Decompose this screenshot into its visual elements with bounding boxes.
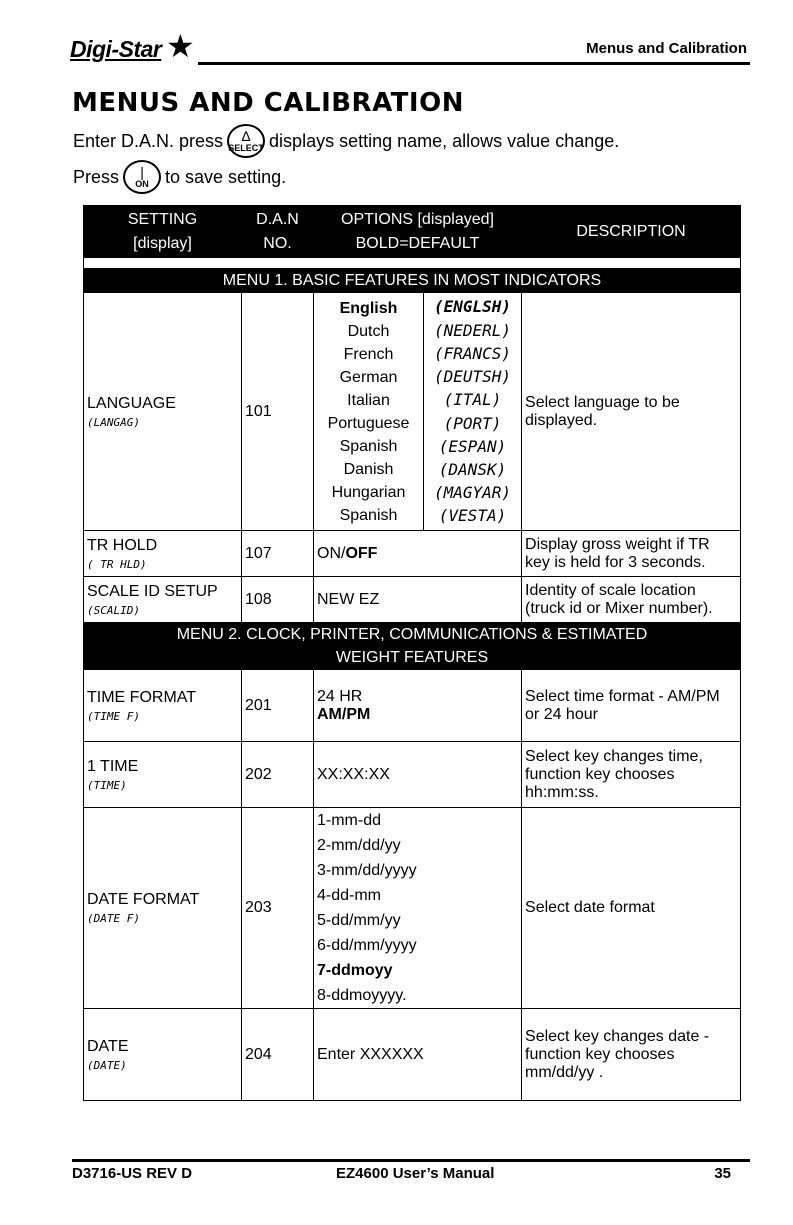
description-cell: Display gross weight if TR key is held for 3 seconds. [522,531,741,577]
table-row-date [84,1009,741,1101]
table-row-scale-id [84,577,741,623]
dan-cell: 201 [242,670,314,742]
table-row-language [84,293,741,531]
intro-text: to save setting. [165,166,287,187]
footer-rule [72,1159,750,1162]
language-options: English Dutch French German Italian Portuguese Spanish Danish Hungarian Spanish [314,293,424,531]
setting-cell: DATE FORMAT (DATE F) [84,808,242,1009]
setting-cell: DATE (DATE) [84,1009,242,1101]
settings-table [83,205,741,1101]
dan-cell: 204 [242,1009,314,1101]
on-key-icon: | ON [123,160,161,194]
menu2-title-row: MENU 2. CLOCK, PRINTER, COMMUNICATIONS & ESTIMATED WEIGHT FEATURES [84,623,741,670]
description-cell: Select time format - AM/PM or 24 hour [522,670,741,742]
dan-cell: 107 [242,531,314,577]
intro-line-2 [73,160,286,194]
setting-cell: TR HOLD ( TR HLD) [84,531,242,577]
dan-cell: 101 [242,293,314,531]
description-cell: Identity of scale location (truck id or Mixer number). [522,577,741,623]
options-cell: XX:XX:XX [314,742,522,808]
intro-line-1 [73,124,619,158]
options-cell: NEW EZ [314,577,522,623]
footer-page-number: 35 [714,1165,731,1182]
table-row-time-format [84,670,741,742]
select-key-icon: ∆ SELECT [227,124,265,158]
description-cell: Select language to be displayed. [522,293,741,531]
dan-cell: 108 [242,577,314,623]
menu1-title-row: MENU 1. BASIC FEATURES IN MOST INDICATORS [84,269,741,293]
header-rule [198,62,750,65]
setting-cell: 1 TIME (TIME) [84,742,242,808]
header-options: OPTIONS [displayed] BOLD=DEFAULT [314,206,522,258]
header-setting: SETTING [display] [84,206,242,258]
intro-text: displays setting name, allows value change. [269,130,620,151]
table-header-row [84,206,741,258]
spacer-row [84,258,741,269]
language-displays: (ENGLSH) (NEDERL) (FRANCS) (DEUTSH) (ITAL) (PORT) (ESPAN) (DANSK) (MAGYAR) (VESTA) [424,293,522,531]
header-title: Menus and Calibration [586,40,747,57]
digi-star-logo: Digi-Star [70,36,162,62]
dan-cell: 202 [242,742,314,808]
description-cell: Select key changes time, function key chooses hh:mm:ss. [522,742,741,808]
description-cell: Select date format [522,808,741,1009]
dan-cell: 203 [242,808,314,1009]
footer-doc-id: D3716-US REV D [72,1165,193,1182]
setting-cell: TIME FORMAT (TIME F) [84,670,242,742]
page-title: MENUS AND CALIBRATION [72,88,464,118]
setting-cell: SCALE ID SETUP (SCALID) [84,577,242,623]
options-cell: ON/OFF [314,531,522,577]
description-cell: Select key changes date - function key chooses mm/dd/yy . [522,1009,741,1101]
table-row-time [84,742,741,808]
header-dan: D.A.N NO. [242,206,314,258]
star-logo-icon: ★ [166,28,195,64]
table-row-tr-hold [84,531,741,577]
options-cell: 24 HR AM/PM [314,670,522,742]
date-format-options: 1-mm-dd 2-mm/dd/yy 3-mm/dd/yyyy 4-dd-mm 5-dd/mm/yy 6-dd/mm/yyyy 7-ddmoyy 8-ddmoyyyy. [314,808,522,1009]
intro-text: Enter D.A.N. press [73,130,224,151]
options-cell: Enter XXXXXX [314,1009,522,1101]
table-row-date-format [84,808,741,1009]
setting-cell: LANGUAGE (LANGAG) [84,293,242,531]
intro-text: Press [73,166,120,187]
header-description: DESCRIPTION [522,206,741,258]
footer-manual: EZ4600 User’s Manual [336,1165,495,1182]
